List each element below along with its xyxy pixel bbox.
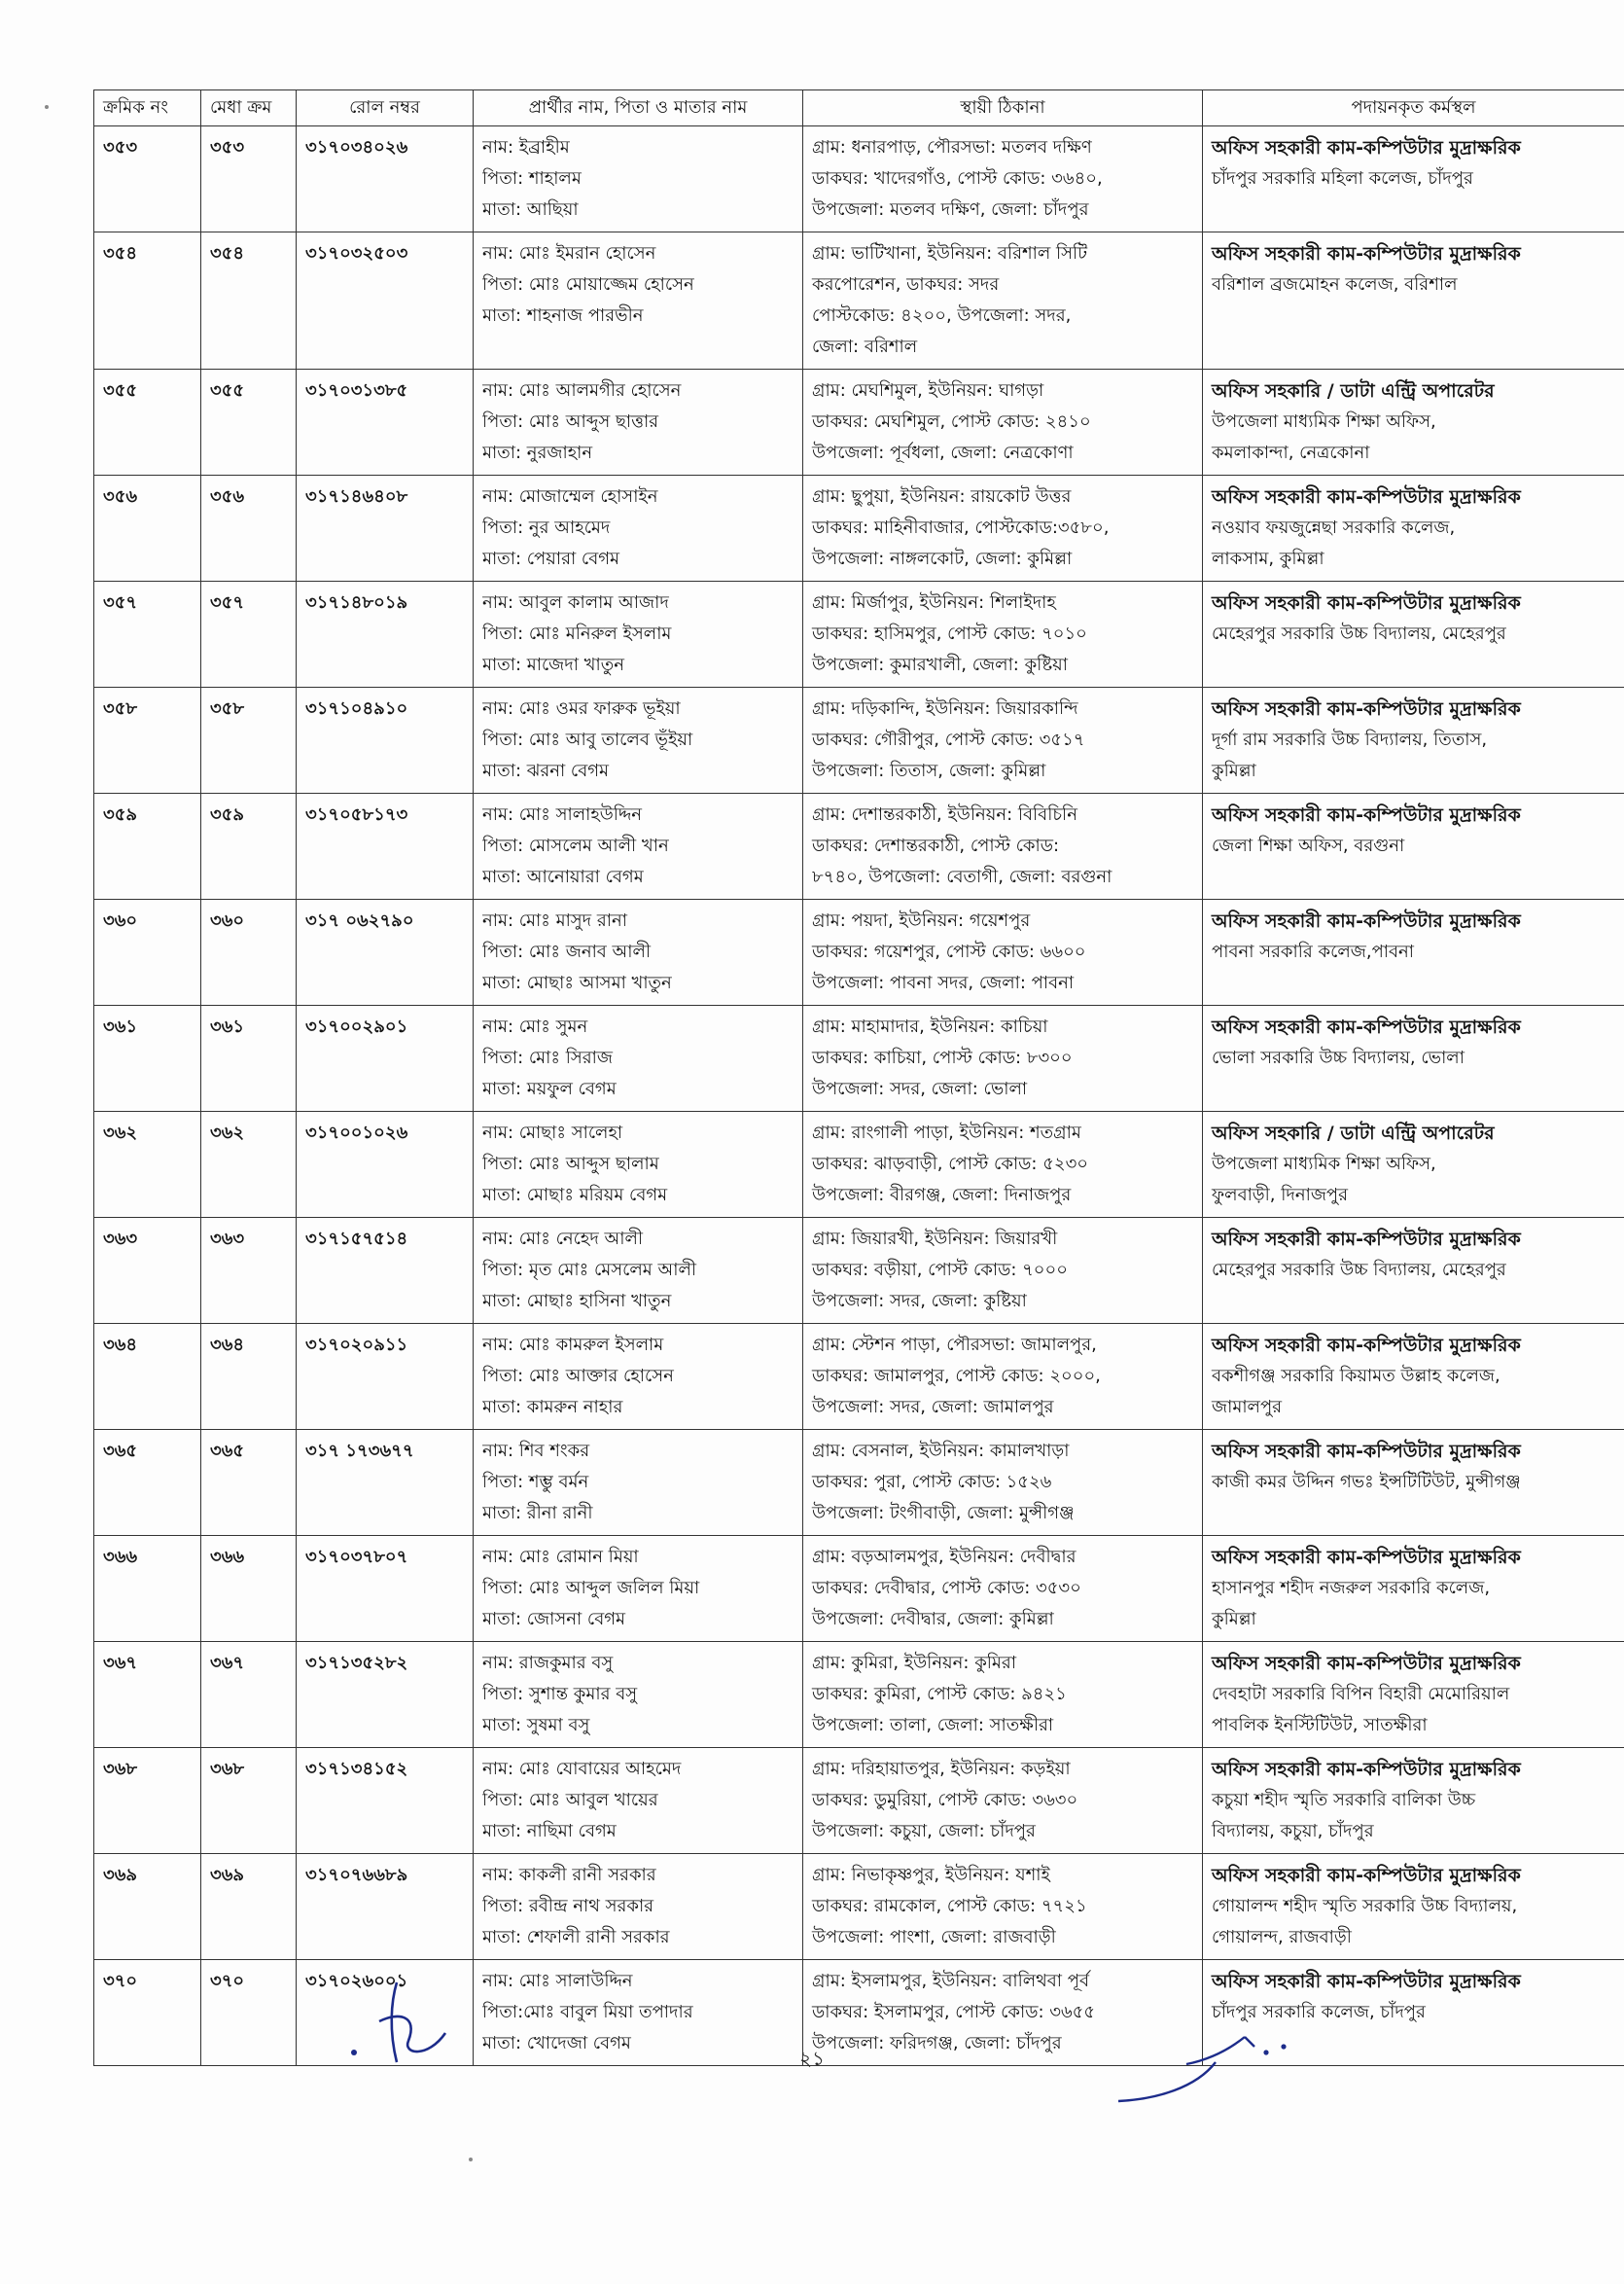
posting-cell — [1203, 1854, 1624, 1960]
designation: অফিস সহকারী কাম-কম্পিউটার মুদ্রাক্ষরিক — [1212, 804, 1521, 826]
address-line: ৮৭৪০, উপজেলা: বেতাগী, জেলা: বরগুনা — [812, 867, 1112, 887]
father-name: পিতা: মোঃ আব্দুল জলিল মিয়া — [482, 1578, 700, 1598]
office-line: কাজী কমর উদ্দিন গভঃ ইন্সটিটিউট, মুন্সীগঞ্জ — [1212, 1472, 1521, 1492]
posting-cell — [1203, 1748, 1624, 1854]
address-line: পোস্টকোড: ৪২০০, উপজেলা: সদর, — [812, 305, 1072, 326]
address-line: জেলা: বরিশাল — [812, 337, 918, 357]
office-line: নওয়াব ফয়জুন্নেছা সরকারি কলেজ, — [1212, 517, 1456, 538]
office-line: কমলাকান্দা, নেত্রকোনা — [1212, 443, 1370, 463]
mother-name: মাতা: ঝরনা বেগম — [482, 761, 610, 781]
serial-cell: ৩৫৬ — [94, 476, 201, 582]
table-header-row — [94, 90, 1624, 126]
roll-cell: ৩১৭১৪৮০১৯ — [297, 582, 474, 688]
address-cell — [803, 1006, 1203, 1112]
designation: অফিস সহকারি / ডাটা এন্ট্রি অপারেটর — [1212, 1123, 1495, 1144]
table-row — [94, 1324, 1624, 1430]
candidate-name: নাম: মোঃ সালাউদ্দিন — [482, 1971, 633, 1991]
appointment-table — [93, 89, 1624, 2066]
candidate-cell — [474, 476, 803, 582]
candidate-cell — [474, 1324, 803, 1430]
designation: অফিস সহকারী কাম-কম্পিউটার মুদ্রাক্ষরিক — [1212, 1653, 1521, 1674]
candidate-cell — [474, 232, 803, 370]
address-line: ডাকঘর: কুমিরা, পোস্ট কোড: ৯৪২১ — [812, 1684, 1067, 1704]
candidate-name: নাম: মোছাঃ সালেহা — [482, 1123, 623, 1143]
address-line: উপজেলা: টংগীবাড়ী, জেলা: মুন্সীগঞ্জ — [812, 1503, 1075, 1523]
address-line: গ্রাম: ভাটিখানা, ইউনিয়ন: বরিশাল সিটি — [812, 243, 1087, 264]
roll-cell: ৩১৭০৩১৩৮৫ — [297, 370, 474, 476]
posting-cell — [1203, 1218, 1624, 1324]
address-line: উপজেলা: সদর, জেলা: কুষ্টিয়া — [812, 1291, 1027, 1311]
address-line: ডাকঘর: দেশান্তরকাঠী, পোস্ট কোড: — [812, 836, 1060, 856]
address-line: ডাকঘর: গৌরীপুর, পোস্ট কোড: ৩৫১৭ — [812, 730, 1085, 750]
mother-name: মাতা: জোসনা বেগম — [482, 1609, 626, 1629]
roll-cell: ৩১৭০২০৯১১ — [297, 1324, 474, 1430]
address-line: উপজেলা: সদর, জেলা: ভোলা — [812, 1079, 1028, 1099]
roll-cell: ৩১৭০৩৭৮০৭ — [297, 1536, 474, 1642]
designation: অফিস সহকারী কাম-কম্পিউটার মুদ্রাক্ষরিক — [1212, 486, 1521, 508]
address-line: গ্রাম: স্টেশন পাড়া, পৌরসভা: জামালপুর, — [812, 1335, 1097, 1355]
roll-cell: ৩১৭০৭৬৬৮৯ — [297, 1854, 474, 1960]
table-row — [94, 1218, 1624, 1324]
office-line: হাসানপুর শহীদ নজরুল সরকারি কলেজ, — [1212, 1578, 1491, 1598]
designation: অফিস সহকারী কাম-কম্পিউটার মুদ্রাক্ষরিক — [1212, 698, 1521, 720]
mother-name: মাতা: মোছাঃ হাসিনা খাতুন — [482, 1291, 672, 1311]
candidate-name: নাম: শিব শংকর — [482, 1441, 590, 1461]
mother-name: মাতা: রীনা রানী — [482, 1503, 593, 1523]
merit-cell: ৩৬৪ — [201, 1324, 297, 1430]
address-cell — [803, 1748, 1203, 1854]
designation: অফিস সহকারী কাম-কম্পিউটার মুদ্রাক্ষরিক — [1212, 243, 1521, 265]
designation: অফিস সহকারী কাম-কম্পিউটার মুদ্রাক্ষরিক — [1212, 137, 1521, 159]
address-cell — [803, 1430, 1203, 1536]
roll-cell: ৩১৭১৫৭৫১৪ — [297, 1218, 474, 1324]
designation: অফিস সহকারী কাম-কম্পিউটার মুদ্রাক্ষরিক — [1212, 1865, 1521, 1886]
posting-cell — [1203, 900, 1624, 1006]
father-name: পিতা: মোঃ আব্দুস ছাত্তার — [482, 411, 659, 432]
table-row — [94, 1536, 1624, 1642]
address-line: গ্রাম: দরিহায়াতপুর, ইউনিয়ন: কড়ইয়া — [812, 1759, 1071, 1779]
roll-cell: ৩১৭১৩৪১৫২ — [297, 1748, 474, 1854]
address-line: গ্রাম: ইসলামপুর, ইউনিয়ন: বালিথবা পূর্ব — [812, 1971, 1089, 1991]
address-line: করপোরেশন, ডাকঘর: সদর — [812, 274, 1000, 295]
father-name: পিতা:মোঃ বাবুল মিয়া তপাদার — [482, 2002, 693, 2022]
father-name: পিতা: রবীন্দ্র নাথ সরকার — [482, 1896, 654, 1916]
candidate-name: নাম: মোঃ কামরুল ইসলাম — [482, 1335, 664, 1355]
office-line: ভোলা সরকারি উচ্চ বিদ্যালয়, ভোলা — [1212, 1048, 1465, 1068]
posting-cell — [1203, 1430, 1624, 1536]
office-line: জেলা শিক্ষা অফিস, বরগুনা — [1212, 836, 1405, 856]
father-name: পিতা: সুশান্ত কুমার বসু — [482, 1684, 638, 1704]
candidate-cell — [474, 370, 803, 476]
address-line: ডাকঘর: বড়ীয়া, পোস্ট কোড: ৭০০০ — [812, 1260, 1068, 1280]
candidate-name: নাম: মোঃ মাসুদ রানা — [482, 910, 627, 931]
office-line: পাবলিক ইনস্টিটিউট, সাতক্ষীরা — [1212, 1715, 1428, 1735]
merit-cell: ৩৫৭ — [201, 582, 297, 688]
serial-cell: ৩৫৯ — [94, 794, 201, 900]
serial-cell: ৩৬২ — [94, 1112, 201, 1218]
table-row — [94, 582, 1624, 688]
address-line: উপজেলা: সদর, জেলা: জামালপুর — [812, 1397, 1054, 1417]
address-line: ডাকঘর: ইসলামপুর, পোস্ট কোড: ৩৬৫৫ — [812, 2002, 1096, 2022]
mother-name: মাতা: খোদেজা বেগম — [482, 2033, 631, 2053]
office-line: উপজেলা মাধ্যমিক শিক্ষা অফিস, — [1212, 411, 1436, 432]
address-cell — [803, 232, 1203, 370]
address-line: ডাকঘর: রামকোল, পোস্ট কোড: ৭৭২১ — [812, 1896, 1087, 1916]
father-name: পিতা: শাহালম — [482, 168, 582, 189]
merit-cell: ৩৬৫ — [201, 1430, 297, 1536]
merit-cell: ৩৬৬ — [201, 1536, 297, 1642]
address-line: উপজেলা: পাবনা সদর, জেলা: পাবনা — [812, 973, 1075, 993]
roll-cell: ৩১৭০০২৯০১ — [297, 1006, 474, 1112]
posting-cell — [1203, 1536, 1624, 1642]
office-line: ফুলবাড়ী, দিনাজপুর — [1212, 1185, 1349, 1205]
office-line: দূর্গা রাম সরকারি উচ্চ বিদ্যালয়, তিতাস, — [1212, 730, 1488, 750]
address-cell — [803, 1536, 1203, 1642]
address-line: ডাকঘর: হাসিমপুর, পোস্ট কোড: ৭০১০ — [812, 624, 1087, 644]
mother-name: মাতা: নুরজাহান — [482, 443, 593, 463]
address-line: গ্রাম: মাহামাদার, ইউনিয়ন: কাচিয়া — [812, 1017, 1048, 1037]
roll-cell: ৩১৭০৫৮১৭৩ — [297, 794, 474, 900]
serial-cell: ৩৫৮ — [94, 688, 201, 794]
merit-cell: ৩৫৬ — [201, 476, 297, 582]
designation: অফিস সহকারী কাম-কম্পিউটার মুদ্রাক্ষরিক — [1212, 1229, 1521, 1250]
designation: অফিস সহকারী কাম-কম্পিউটার মুদ্রাক্ষরিক — [1212, 1547, 1521, 1568]
roll-cell: ৩১৭০২৬০০১ — [297, 1960, 474, 2066]
address-line: উপজেলা: কচুয়া, জেলা: চাঁদপুর — [812, 1821, 1036, 1841]
address-line: গ্রাম: মির্জাপুর, ইউনিয়ন: শিলাইদাহ — [812, 592, 1056, 613]
address-cell — [803, 688, 1203, 794]
address-line: ডাকঘর: পুরা, পোস্ট কোড: ১৫২৬ — [812, 1472, 1052, 1492]
office-line: কুমিল্লা — [1212, 1609, 1256, 1629]
designation: অফিস সহকারী কাম-কম্পিউটার মুদ্রাক্ষরিক — [1212, 1335, 1521, 1356]
table-row — [94, 1006, 1624, 1112]
posting-cell — [1203, 1006, 1624, 1112]
candidate-cell — [474, 1112, 803, 1218]
posting-cell — [1203, 794, 1624, 900]
merit-cell: ৩৫৪ — [201, 232, 297, 370]
designation: অফিস সহকারী কাম-কম্পিউটার মুদ্রাক্ষরিক — [1212, 910, 1521, 932]
address-line: ডাকঘর: মাহিনীবাজার, পোস্টকোড:৩৫৮০, — [812, 517, 1110, 538]
table-row — [94, 1642, 1624, 1748]
address-cell — [803, 1854, 1203, 1960]
header-serial: ক্রমিক নং — [94, 90, 201, 126]
candidate-cell — [474, 1006, 803, 1112]
merit-cell: ৩৫৯ — [201, 794, 297, 900]
posting-cell — [1203, 1324, 1624, 1430]
roll-cell: ৩১৭০৩৪০২৬ — [297, 126, 474, 232]
address-cell — [803, 900, 1203, 1006]
address-line: ডাকঘর: ডুমুরিয়া, পোস্ট কোড: ৩৬৩০ — [812, 1790, 1078, 1810]
address-line: উপজেলা: পাংশা, জেলা: রাজবাড়ী — [812, 1927, 1056, 1947]
roll-cell: ৩১৭ ০৬২৭৯০ — [297, 900, 474, 1006]
candidate-name: নাম: রাজকুমার বসু — [482, 1653, 614, 1673]
father-name: পিতা: মোঃ আক্তার হোসেন — [482, 1366, 674, 1386]
posting-cell — [1203, 1642, 1624, 1748]
serial-cell: ৩৬১ — [94, 1006, 201, 1112]
father-name: পিতা: মোসলেম আলী খান — [482, 836, 669, 856]
father-name: পিতা: মোঃ মোয়াজ্জেম হোসেন — [482, 274, 694, 295]
roll-cell: ৩১৭১০৪৯১০ — [297, 688, 474, 794]
address-line: গ্রাম: দড়িকান্দি, ইউনিয়ন: জিয়ারকান্দি — [812, 698, 1078, 719]
merit-cell: ৩৬৯ — [201, 1854, 297, 1960]
address-cell — [803, 476, 1203, 582]
candidate-cell — [474, 1536, 803, 1642]
address-line: গ্রাম: জিয়ারখী, ইউনিয়ন: জিয়ারখী — [812, 1229, 1058, 1249]
serial-cell: ৩৫৫ — [94, 370, 201, 476]
address-line: উপজেলা: কুমারখালী, জেলা: কুষ্টিয়া — [812, 655, 1068, 675]
address-cell — [803, 1112, 1203, 1218]
address-cell — [803, 370, 1203, 476]
address-line: গ্রাম: কুমিরা, ইউনিয়ন: কুমিরা — [812, 1653, 1017, 1673]
serial-cell: ৩৬৪ — [94, 1324, 201, 1430]
signature-right — [1099, 2004, 1323, 2121]
office-line: কুমিল্লা — [1212, 761, 1256, 781]
address-line: গ্রাম: ধনারপাড়, পৌরসভা: মতলব দক্ষিণ — [812, 137, 1092, 158]
mother-name: মাতা: মোছাঃ আসমা খাতুন — [482, 973, 672, 993]
father-name: পিতা: মোঃ আবুল খায়ের — [482, 1790, 658, 1810]
serial-cell: ৩৫৩ — [94, 126, 201, 232]
father-name: পিতা: শম্ভু বর্মন — [482, 1472, 589, 1492]
roll-cell: ৩১৭০৩২৫০৩ — [297, 232, 474, 370]
address-line: গ্রাম: নিভাকৃষ্ণপুর, ইউনিয়ন: যশাই — [812, 1865, 1050, 1885]
merit-cell: ৩৬৭ — [201, 1642, 297, 1748]
office-line: চাঁদপুর সরকারি কলেজ, চাঁদপুর — [1212, 2002, 1426, 2022]
candidate-name: নাম: মোঃ ইমরান হোসেন — [482, 243, 656, 264]
mother-name: মাতা: পেয়ারা বেগম — [482, 549, 620, 569]
address-line: গ্রাম: রাংগালী পাড়া, ইউনিয়ন: শতগ্রাম — [812, 1123, 1081, 1143]
serial-cell: ৩৫৭ — [94, 582, 201, 688]
candidate-cell — [474, 582, 803, 688]
candidate-cell — [474, 900, 803, 1006]
address-line: ডাকঘর: দেবীদ্বার, পোস্ট কোড: ৩৫৩০ — [812, 1578, 1081, 1598]
roll-cell: ৩১৭১৩৫২৮২ — [297, 1642, 474, 1748]
serial-cell: ৩৬০ — [94, 900, 201, 1006]
designation: অফিস সহকারী কাম-কম্পিউটার মুদ্রাক্ষরিক — [1212, 1017, 1521, 1038]
mother-name: মাতা: কামরুন নাহার — [482, 1397, 623, 1417]
father-name: পিতা: মোঃ আব্দুস ছালাম — [482, 1154, 659, 1174]
candidate-cell — [474, 1430, 803, 1536]
address-line: ডাকঘর: গয়েশপুর, পোস্ট কোড: ৬৬০০ — [812, 942, 1086, 962]
office-line: কচুয়া শহীদ স্মৃতি সরকারি বালিকা উচ্চ — [1212, 1790, 1476, 1810]
merit-cell: ৩৫৩ — [201, 126, 297, 232]
candidate-name: নাম: ইব্রাহীম — [482, 137, 570, 158]
office-line: মেহেরপুর সরকারি উচ্চ বিদ্যালয়, মেহেরপুর — [1212, 1260, 1506, 1280]
serial-cell: ৩৬৩ — [94, 1218, 201, 1324]
office-line: বিদ্যালয়, কচুয়া, চাঁদপুর — [1212, 1821, 1374, 1841]
mother-name: মাতা: নাছিমা বেগম — [482, 1821, 617, 1841]
posting-cell — [1203, 688, 1624, 794]
candidate-cell — [474, 1642, 803, 1748]
address-line: উপজেলা: তিতাস, জেলা: কুমিল্লা — [812, 761, 1046, 781]
father-name: পিতা: মোঃ সিরাজ — [482, 1048, 613, 1068]
office-line: চাঁদপুর সরকারি মহিলা কলেজ, চাঁদপুর — [1212, 168, 1473, 189]
father-name: পিতা: মোঃ জনাব আলী — [482, 942, 652, 962]
header-posting: পদায়নকৃত কর্মস্থল — [1203, 90, 1624, 126]
roll-cell: ৩১৭০০১০২৬ — [297, 1112, 474, 1218]
designation: অফিস সহকারী কাম-কম্পিউটার মুদ্রাক্ষরিক — [1212, 592, 1521, 614]
address-line: উপজেলা: পূর্বধলা, জেলা: নেত্রকোণা — [812, 443, 1074, 463]
candidate-name: নাম: মোজাম্মেল হোসাইন — [482, 486, 658, 507]
scan-speck — [469, 2158, 473, 2161]
address-line: উপজেলা: তালা, জেলা: সাতক্ষীরা — [812, 1715, 1054, 1735]
header-name: প্রার্থীর নাম, পিতা ও মাতার নাম — [474, 90, 803, 126]
designation: অফিস সহকারি / ডাটা এন্ট্রি অপারেটর — [1212, 380, 1495, 402]
office-line: গোয়ালন্দ শহীদ স্মৃতি সরকারি উচ্চ বিদ্যালয়, — [1212, 1896, 1518, 1916]
header-roll: রোল নম্বর — [297, 90, 474, 126]
address-line: গ্রাম: বড়আলমপুর, ইউনিয়ন: দেবীদ্বার — [812, 1547, 1077, 1567]
candidate-name: নাম: মোঃ নেহেদ আলী — [482, 1229, 644, 1249]
merit-cell: ৩৬০ — [201, 900, 297, 1006]
address-line: উপজেলা: বীরগঞ্জ, জেলা: দিনাজপুর — [812, 1185, 1072, 1205]
table-row — [94, 1748, 1624, 1854]
designation: অফিস সহকারী কাম-কম্পিউটার মুদ্রাক্ষরিক — [1212, 1759, 1521, 1780]
table-row — [94, 1430, 1624, 1536]
office-line: বরিশাল ব্রজমোহন কলেজ, বরিশাল — [1212, 274, 1458, 295]
office-line: লাকসাম, কুমিল্লা — [1212, 549, 1324, 569]
merit-cell: ৩৬৮ — [201, 1748, 297, 1854]
serial-cell: ৩৬৮ — [94, 1748, 201, 1854]
office-line: উপজেলা মাধ্যমিক শিক্ষা অফিস, — [1212, 1154, 1436, 1174]
table-row — [94, 794, 1624, 900]
father-name: পিতা: নুর আহমেদ — [482, 517, 611, 538]
serial-cell: ৩৫৪ — [94, 232, 201, 370]
mother-name: মাতা: মোছাঃ মরিয়ম বেগম — [482, 1185, 668, 1205]
merit-cell: ৩৭০ — [201, 1960, 297, 2066]
candidate-name: নাম: মোঃ যোবায়ের আহমেদ — [482, 1759, 682, 1779]
address-line: গ্রাম: পয়দা, ইউনিয়ন: গয়েশপুর — [812, 910, 1031, 931]
address-cell — [803, 126, 1203, 232]
address-line: গ্রাম: মেঘশিমুল, ইউনিয়ন: ঘাগড়া — [812, 380, 1044, 401]
posting-cell — [1203, 232, 1624, 370]
address-line: ডাকঘর: ঝাড়বাড়ী, পোস্ট কোড: ৫২৩০ — [812, 1154, 1088, 1174]
address-cell — [803, 1218, 1203, 1324]
table-row — [94, 126, 1624, 232]
serial-cell: ৩৬৫ — [94, 1430, 201, 1536]
table-body — [94, 126, 1624, 2066]
mother-name: মাতা: আনোয়ারা বেগম — [482, 867, 644, 887]
table-row — [94, 900, 1624, 1006]
posting-cell — [1203, 582, 1624, 688]
serial-cell: ৩৬৭ — [94, 1642, 201, 1748]
header-address: স্থায়ী ঠিকানা — [803, 90, 1203, 126]
posting-cell — [1203, 126, 1624, 232]
designation: অফিস সহকারী কাম-কম্পিউটার মুদ্রাক্ষরিক — [1212, 1441, 1521, 1462]
merit-cell: ৩৫৫ — [201, 370, 297, 476]
candidate-cell — [474, 1748, 803, 1854]
merit-cell: ৩৬৩ — [201, 1218, 297, 1324]
candidate-cell — [474, 126, 803, 232]
roll-cell: ৩১৭ ১৭৩৬৭৭ — [297, 1430, 474, 1536]
posting-cell — [1203, 370, 1624, 476]
header-merit: মেধা ক্রম — [201, 90, 297, 126]
address-line: ডাকঘর: খাদেরগাঁও, পোস্ট কোড: ৩৬৪০, — [812, 168, 1103, 189]
designation: অফিস সহকারী কাম-কম্পিউটার মুদ্রাক্ষরিক — [1212, 1971, 1521, 1992]
address-line: উপজেলা: মতলব দক্ষিণ, জেলা: চাঁদপুর — [812, 199, 1089, 220]
father-name: পিতা: মোঃ আবু তালেব ভূঁইয়া — [482, 730, 693, 750]
office-line: গোয়ালন্দ, রাজবাড়ী — [1212, 1927, 1352, 1947]
roll-cell: ৩১৭১৪৬৪০৮ — [297, 476, 474, 582]
mother-name: মাতা: শেফালী রানী সরকার — [482, 1927, 670, 1947]
address-cell — [803, 582, 1203, 688]
mother-name: মাতা: আছিয়া — [482, 199, 579, 220]
address-line: গ্রাম: বেসনাল, ইউনিয়ন: কামালখাড়া — [812, 1441, 1070, 1461]
candidate-cell — [474, 688, 803, 794]
candidate-cell — [474, 1854, 803, 1960]
candidate-name: নাম: আবুল কালাম আজাদ — [482, 592, 669, 613]
office-line: বকশীগঞ্জ সরকারি কিয়ামত উল্লাহ কলেজ, — [1212, 1366, 1500, 1386]
address-line: উপজেলা: ফরিদগঞ্জ, জেলা: চাঁদপুর — [812, 2033, 1062, 2053]
candidate-name: নাম: কাকলী রানী সরকার — [482, 1865, 656, 1885]
mother-name: মাতা: মাজেদা খাতুন — [482, 655, 624, 675]
address-cell — [803, 794, 1203, 900]
address-line: উপজেলা: দেবীদ্বার, জেলা: কুমিল্লা — [812, 1609, 1054, 1629]
page-number: ২১ — [799, 2047, 825, 2070]
candidate-cell — [474, 794, 803, 900]
office-line: জামালপুর — [1212, 1397, 1283, 1417]
scan-speck — [45, 105, 49, 109]
serial-cell: ৩৬৯ — [94, 1854, 201, 1960]
posting-cell — [1203, 476, 1624, 582]
table-row — [94, 370, 1624, 476]
table-row — [94, 1112, 1624, 1218]
address-line: গ্রাম: দেশান্তরকাঠী, ইউনিয়ন: বিবিচিনি — [812, 804, 1077, 825]
address-line: উপজেলা: নাঙ্গলকোট, জেলা: কুমিল্লা — [812, 549, 1073, 569]
candidate-cell — [474, 1218, 803, 1324]
father-name: পিতা: মোঃ মনিরুল ইসলাম — [482, 624, 672, 644]
address-cell — [803, 1324, 1203, 1430]
candidate-name: নাম: মোঃ আলমগীর হোসেন — [482, 380, 682, 401]
table-row — [94, 232, 1624, 370]
merit-cell: ৩৬২ — [201, 1112, 297, 1218]
office-line: দেবহাটা সরকারি বিপিন বিহারী মেমোরিয়াল — [1212, 1684, 1510, 1704]
office-line: পাবনা সরকারি কলেজ,পাবনা — [1212, 942, 1415, 962]
candidate-name: নাম: মোঃ ওমর ফারুক ভূইয়া — [482, 698, 681, 719]
office-line: মেহেরপুর সরকারি উচ্চ বিদ্যালয়, মেহেরপুর — [1212, 624, 1506, 644]
address-cell — [803, 1642, 1203, 1748]
address-line: ডাকঘর: কাচিয়া, পোস্ট কোড: ৮৩০০ — [812, 1048, 1073, 1068]
candidate-name: নাম: মোঃ সালাহউদ্দিন — [482, 804, 643, 825]
candidate-name: নাম: মোঃ রোমান মিয়া — [482, 1547, 639, 1567]
address-line: ডাকঘর: জামালপুর, পোস্ট কোড: ২০০০, — [812, 1366, 1101, 1386]
address-line: ডাকঘর: মেঘশিমুল, পোস্ট কোড: ২৪১০ — [812, 411, 1091, 432]
mother-name: মাতা: সুষমা বসু — [482, 1715, 590, 1735]
table-row — [94, 688, 1624, 794]
candidate-name: নাম: মোঃ সুমন — [482, 1017, 588, 1037]
posting-cell — [1203, 1112, 1624, 1218]
father-name: পিতা: মৃত মোঃ মেসলেম আলী — [482, 1260, 697, 1280]
merit-cell: ৩৬১ — [201, 1006, 297, 1112]
address-line: গ্রাম: ছুপুয়া, ইউনিয়ন: রায়কোট উত্তর — [812, 486, 1072, 507]
mother-name: মাতা: ময়ফুল বেগম — [482, 1079, 617, 1099]
serial-cell: ৩৬৬ — [94, 1536, 201, 1642]
serial-cell: ৩৭০ — [94, 1960, 201, 2066]
table-row — [94, 476, 1624, 582]
mother-name: মাতা: শাহনাজ পারভীন — [482, 305, 644, 326]
merit-cell: ৩৫৮ — [201, 688, 297, 794]
table-row — [94, 1854, 1624, 1960]
